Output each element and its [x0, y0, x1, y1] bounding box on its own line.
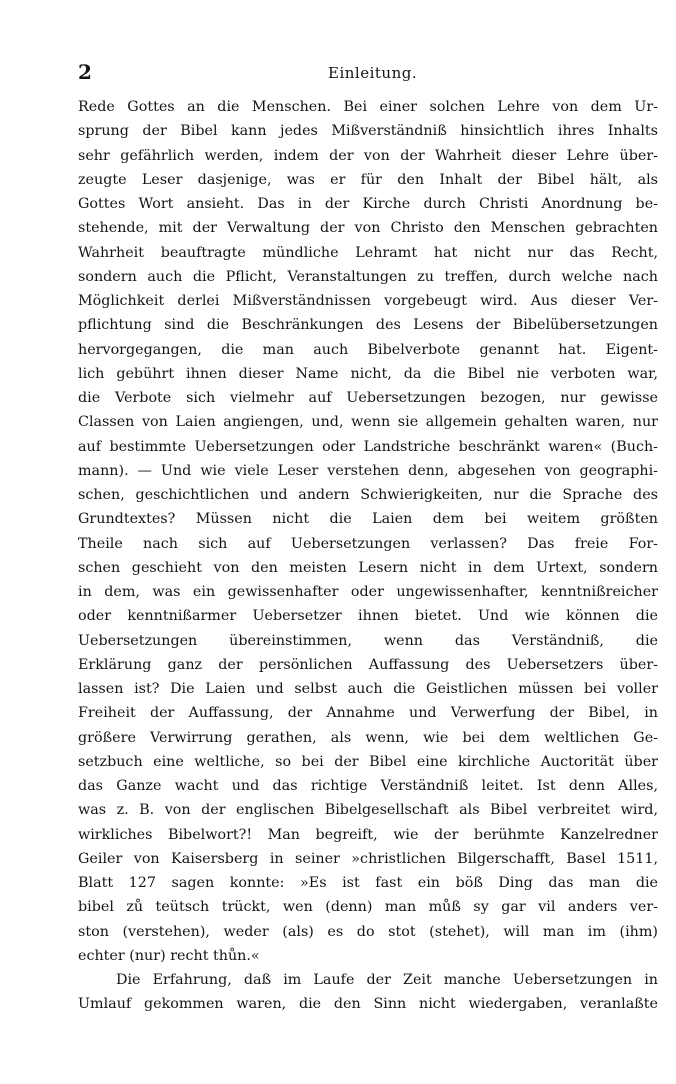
text-line: Geiler von Kaisersberg in seiner »christlichen Bilgerschafft, Basel 1511,: [78, 850, 658, 867]
text-line: schen geschieht von den meisten Lesern nicht in dem Urtext, sondern: [78, 559, 658, 576]
text-line: Theile nach sich auf Uebersetzungen verlassen? Das freie For-: [78, 535, 658, 552]
text-line: Rede Gottes an die Menschen. Bei einer solchen Lehre von dem Ur-: [78, 99, 658, 115]
text-line: bibel zů teütsch trückt, wen (denn) man můß sy gar vil anders ver-: [78, 899, 658, 916]
page-header: [78, 60, 656, 86]
text-line: auf bestimmte Uebersetzungen oder Landstriche beschränkt waren« (Buch-: [78, 438, 658, 455]
text-line: Blatt 127 sagen konnte: »Es ist fast ein böß Ding das man die: [78, 875, 658, 891]
text-line: oder kenntnißarmer Uebersetzer ihnen bietet. Und wie können die: [78, 608, 658, 625]
text-line: die Verbote sich vielmehr auf Uebersetzungen bezogen, nur gewisse: [78, 390, 658, 406]
text-line: wirkliches Bibelwort?! Man begreift, wie der berühmte Kanzelredner: [78, 826, 658, 843]
text-line: sprung der Bibel kann jedes Mißverständniß hinsichtlich ihres Inhalts: [78, 123, 658, 140]
text-line: in dem, was ein gewissenhafter oder ungewissenhafter, kenntnißreicher: [78, 584, 658, 600]
text-line: Freiheit der Auffassung, der Annahme und Verwerfung der Bibel, in: [78, 705, 658, 722]
text-line: pflichtung sind die Beschränkungen des Lesens der Bibelübersetzungen: [78, 317, 658, 334]
body-text: [78, 95, 658, 1017]
text-line: das Ganze wacht und das richtige Verständniß leitet. Ist denn Alles,: [78, 778, 658, 794]
text-line: schen, geschichtlichen und andern Schwierigkeiten, nur die Sprache des: [78, 487, 658, 503]
text-line: Wahrheit beauftragte mündliche Lehramt hat nicht nur das Recht,: [78, 244, 658, 261]
text-line: Erklärung ganz der persönlichen Auffassung des Uebersetzers über-: [78, 656, 658, 673]
text-line: lassen ist? Die Laien und selbst auch die Geistlichen müssen bei voller: [78, 681, 658, 697]
text-line: was z. B. von der englischen Bibelgesellschaft als Bibel verbreitet wird,: [78, 802, 658, 819]
text-line: Gottes Wort ansieht. Das in der Kirche durch Christi Anordnung be-: [78, 196, 658, 212]
text-line: Umlauf gekommen waren, die den Sinn nicht wiedergaben, veranlaßte: [78, 996, 658, 1013]
paragraph-first-line: Die Erfahrung, daß im Laufe der Zeit manche Uebersetzungen in: [116, 972, 658, 988]
text-line: sondern auch die Pflicht, Veranstaltungen zu treffen, durch welche nach: [78, 268, 658, 285]
text-line: Grundtextes? Müssen nicht die Laien dem bei weitem größten: [78, 511, 658, 528]
text-line: zeugte Leser dasjenige, was er für den Inhalt der Bibel hält, als: [78, 171, 658, 188]
text-line: hervorgegangen, die man auch Bibelverbote genannt hat. Eigent-: [78, 341, 658, 358]
text-line: sehr gefährlich werden, indem der von der Wahrheit dieser Lehre über-: [78, 147, 658, 164]
text-line: mann). — Und wie viele Leser verstehen denn, abgesehen von geographi-: [78, 462, 658, 479]
text-line: lich gebührt ihnen dieser Name nicht, da die Bibel nie verboten war,: [78, 365, 658, 382]
text-line: setzbuch eine weltliche, so bei der Bibel eine kirchliche Auctorität über: [78, 753, 658, 770]
text-line: echter (nur) recht thůn.«: [78, 947, 260, 964]
page-number: 2: [78, 60, 92, 84]
text-line: Möglichkeit derlei Mißverständnissen vorgebeugt wird. Aus dieser Ver-: [78, 293, 658, 309]
text-line: größere Verwirrung gerathen, als wenn, wie bei dem weltlichen Ge-: [78, 729, 658, 746]
text-line: ston (verstehen), weder (als) es do stot (stehet), will man im (ihm): [78, 923, 658, 940]
text-line: stehende, mit der Verwaltung der von Christo den Menschen gebrachten: [78, 220, 658, 237]
running-head: Einleitung.: [328, 64, 418, 82]
text-line: Uebersetzungen übereinstimmen, wenn das Verständniß, die: [78, 632, 658, 649]
text-line: Classen von Laien angiengen, und, wenn sie allgemein gehalten waren, nur: [78, 414, 658, 431]
